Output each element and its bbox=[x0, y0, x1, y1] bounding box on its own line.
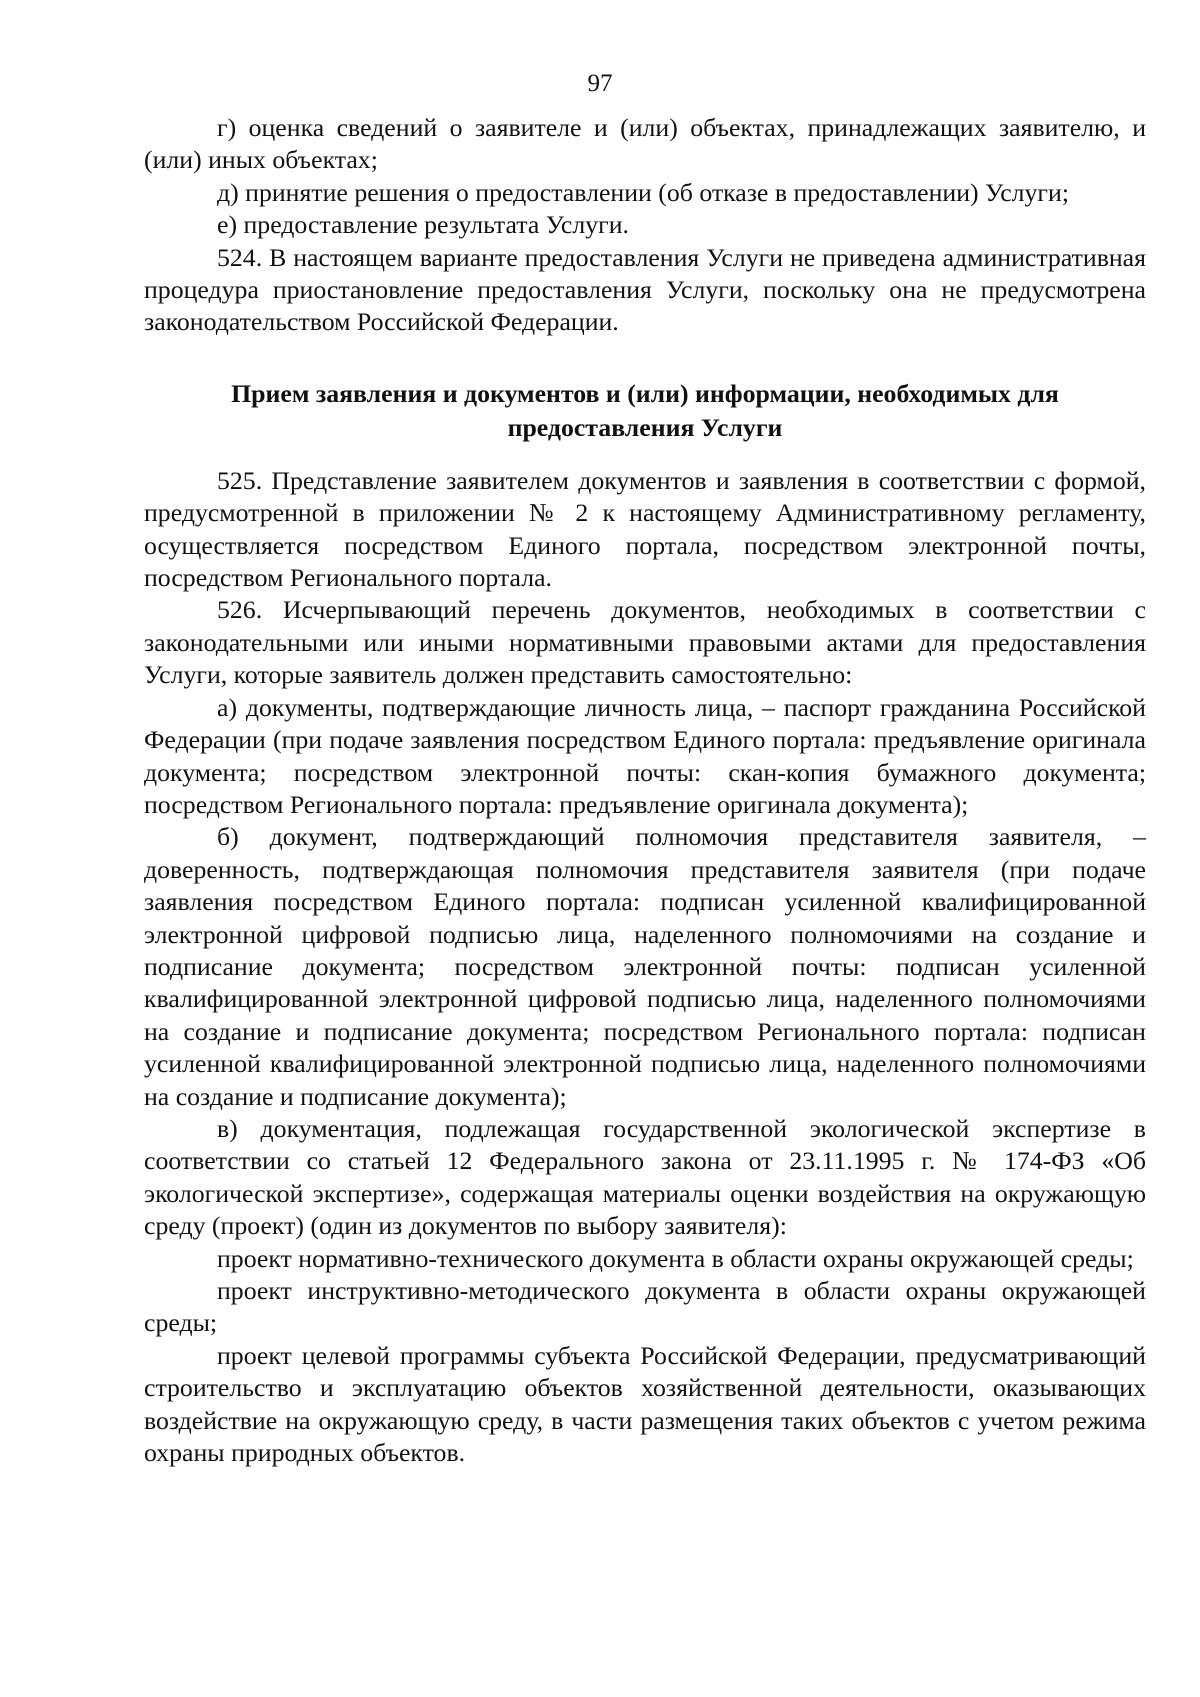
paragraph-525: 525. Представление заявителем документов и заявления в соответствии с формой, предусмотренной в приложении № 2 к настоящему Административному регламенту, осуществляется посредством Единого портала, посредством электронной почты, посредством Регионального портала. bbox=[144, 465, 1146, 593]
list-item-project-target-program: проект целевой программы субъекта Российской Федерации, предусматривающий строительство и эксплуатацию объектов хозяйственной деятельности, оказывающих воздействие на окружающую среду, в части размещения таких объектов с учетом режима охраны природных объектов. bbox=[144, 1340, 1146, 1468]
document-body bbox=[144, 112, 1146, 1469]
section-heading-line-1: Прием заявления и документов и (или) информации, необходимых для bbox=[231, 378, 1059, 408]
paragraph-526-v: в) документация, подлежащая государственной экологической экспертизе в соответствии со статьей 12 Федерального закона от 23.11.1995 г. № 174-ФЗ «Об экологической экспертизе», содержащая материалы оценки воздействия на окружающую среду (проект) (один из документов по выбору заявителя): bbox=[144, 1113, 1146, 1241]
list-item-project-normative: проект нормативно-технического документа в области охраны окружающей среды; bbox=[217, 1243, 1134, 1273]
paragraph-524: 524. В настоящем варианте предоставления Услуги не приведена административная процедура приостановление предоставления Услуги, поскольку она не предусмотрена законодательством Российской Федерации. bbox=[144, 242, 1146, 337]
section-heading bbox=[144, 377, 1146, 445]
paragraph-item-g: г) оценка сведений о заявителе и (или) объектах, принадлежащих заявителю, и (или) иных объектах; bbox=[144, 113, 1146, 175]
paragraph-526-b: б) документ, подтверждающий полномочия представителя заявителя, – доверенность, подтверждающая полномочия представителя заявителя (при подаче заявления посредством Единого портала: подписан усиленной квалифицированной электронной цифровой подписью лица, наделенного полномочиями на создание и подписание документа; посредством электронной почты: подписан усиленной квалифицированной электронной цифровой подписью лица, наделенного полномочиями на создание и подписание документа; посредством Регионального портала: подписан усиленной квалифицированной электронной подписью лица, наделенного полномочиями на создание и подписание документа); bbox=[144, 822, 1146, 1111]
section-heading-line-2: предоставления Услуги bbox=[507, 412, 783, 442]
paragraph-item-e: е) предоставление результата Услуги. bbox=[217, 210, 629, 240]
page-number: 97 bbox=[587, 70, 613, 97]
paragraph-526: 526. Исчерпывающий перечень документов, необходимых в соответствии с законодательными или иными нормативными правовыми актами для предоставления Услуги, которые заявитель должен представить самостоятельно: bbox=[144, 595, 1146, 690]
paragraph-item-d: д) принятие решения о предоставлении (об отказе в предоставлении) Услуги; bbox=[217, 177, 1069, 207]
paragraph-526-a: а) документы, подтверждающие личность лица, – паспорт гражданина Российской Федерации (при подаче заявления посредством Единого портала: предъявление оригинала документа; посредством электронной почты: скан-копия бумажного документа; посредством Регионального портала: предъявление оригинала документа); bbox=[144, 692, 1146, 819]
list-item-project-instructive: проект инструктивно-методического документа в области охраны окружающей среды; bbox=[144, 1276, 1146, 1338]
